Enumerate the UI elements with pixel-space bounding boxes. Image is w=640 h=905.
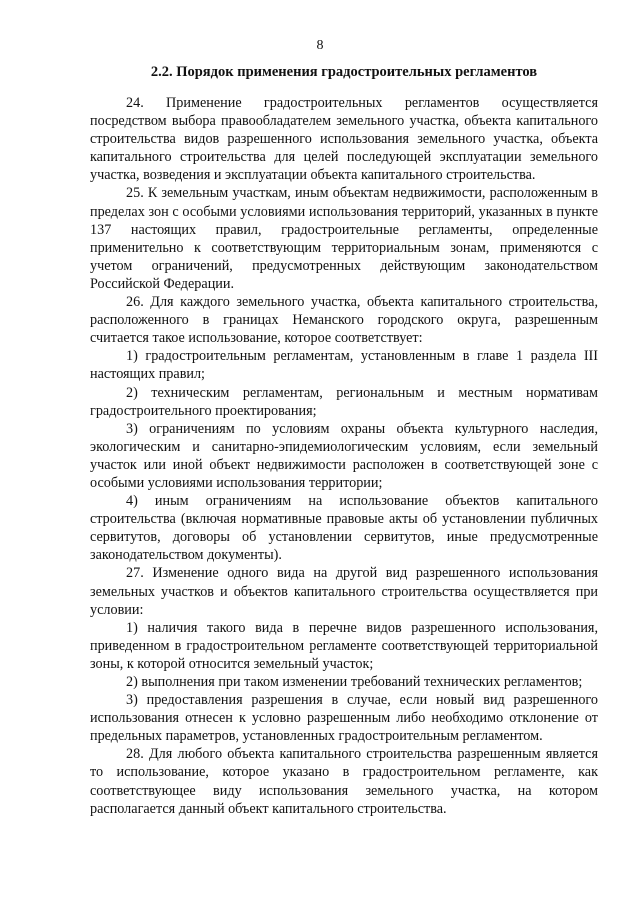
paragraph-25: 25. К земельным участкам, иным объектам недвижимости, расположенным в пределах зон с особыми условиями использования территорий, указанных в пункте 137 настоящих правил, градостроительные регламенты, определенные применительно к соответствующим территориальным зонам, применяются с учетом ограничений, предусмотренных действующим законодательством Российской Федерации. (90, 185, 598, 292)
list-item-27-1: 1) наличия такого вида в перечне видов разрешенного использования, приведенном в градостроительном регламенте соответствующей территориальной зоны, к которой относится земельный участок; (90, 619, 598, 672)
paragraph-27: 27. Изменение одного вида на другой вид разрешенного использования земельных участков и объектов капитального строительства осуществляется при условии: (90, 565, 598, 618)
list-item-26-3: 3) ограничениям по условиям охраны объекта культурного наследия, экологическим и санитарно-эпидемиологическим условиям, если земельный участок или иной объект недвижимости расположен в соответствующей зоне с особыми условиями использования территории; (90, 420, 598, 491)
paragraph-24: 24. Применение градостроительных регламентов осуществляется посредством выбора правообладателем земельного участка, объекта капитального строительства видов разрешенного использования земельного участка, объекта капитального строительства для целей последующей эксплуатации земельного участка, возведения и эксплуатации объекта капитального строительства. (90, 95, 598, 184)
list-item-27-2: 2) выполнения при таком изменении требований технических регламентов; (126, 674, 583, 690)
paragraph-26: 26. Для каждого земельного участка, объекта капитального строительства, расположенного в границах Неманского городского округа, разрешенным считается такое использование, которое соответствует: (90, 294, 598, 347)
list-item-26-4: 4) иным ограничениям на использование объектов капитального строительства (включая нормативные правовые акты об установлении публичных сервитутов, договоры об установлении сервитутов, иные предусмотренные законодательством документы). (90, 493, 598, 564)
list-item-26-2: 2) техническим регламентам, региональным и местным нормативам градостроительного проектирования; (90, 384, 598, 419)
paragraph-28: 28. Для любого объекта капитального строительства разрешенным является то использование, которое указано в градостроительном регламенте, как соответствующее виду использования земельного участка, на котором располагается данный объект капитального строительства. (90, 746, 598, 817)
section-heading: 2.2. Порядок применения градостроительных регламентов (150, 64, 538, 80)
list-item-26-1: 1) градостроительным регламентам, установленным в главе 1 раздела III настоящих правил; (90, 348, 598, 383)
list-item-27-3: 3) предоставления разрешения в случае, если новый вид разрешенного использования отнесен к условно разрешенным либо необходимо отклонение от предельных параметров, установленных градостроительным регламентом. (90, 692, 598, 745)
document-body (90, 94, 598, 818)
page-number: 8 (316, 38, 324, 53)
